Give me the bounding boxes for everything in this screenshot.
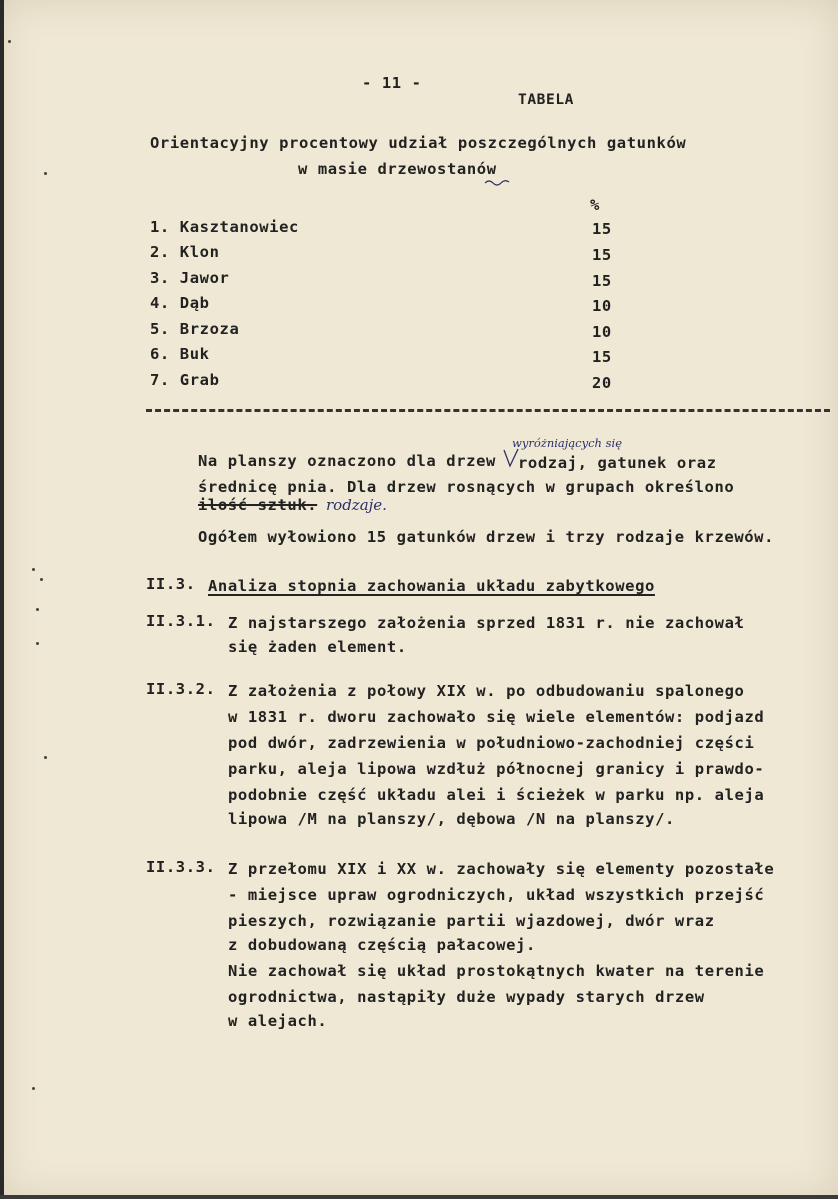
item-line: pieszych, rozwiązanie partii wjazdowej, dwór wraz	[228, 912, 715, 930]
paragraph-line: średnicę pnia. Dla drzew rosnących w grupach określono	[198, 478, 735, 496]
species-percent: 10	[592, 323, 612, 341]
margin-dot	[8, 40, 11, 43]
table-title-line1: Orientacyjny procentowy udział poszczególnych gatunków	[150, 134, 687, 152]
species-name: 6. Buk	[150, 345, 210, 363]
dashed-separator	[146, 409, 830, 412]
margin-dot	[44, 172, 47, 175]
item-line: w alejach.	[228, 1012, 328, 1030]
margin-dot	[40, 578, 43, 581]
margin-dot	[44, 756, 47, 759]
page-number: - 11 -	[362, 74, 422, 92]
handwritten-insert: wyróżniających się	[512, 436, 623, 450]
item-line: lipowa /M na planszy/, dębowa /N na planszy/.	[228, 810, 675, 828]
item-number: II.3.2.	[146, 680, 216, 698]
item-line: Z przełomu XIX i XX w. zachowały się elementy pozostałe	[228, 860, 775, 878]
species-name: 4. Dąb	[150, 294, 210, 312]
species-percent: 20	[592, 374, 612, 392]
species-name: 7. Grab	[150, 371, 220, 389]
struck-text: ilość sztuk.	[198, 496, 318, 514]
paragraph-line: Ogółem wyłowiono 15 gatunków drzew i trzy rodzaje krzewów.	[198, 528, 775, 546]
species-percent: 15	[592, 246, 612, 264]
item-line: Z najstarszego założenia sprzed 1831 r. nie zachował	[228, 614, 745, 632]
item-number: II.3.3.	[146, 858, 216, 876]
scan-edge	[0, 0, 4, 1199]
item-line: w 1831 r. dworu zachowało się wiele elementów: podjazd	[228, 708, 765, 726]
item-line: się żaden element.	[228, 638, 407, 656]
margin-dot	[32, 1087, 35, 1090]
item-line: - miejsce upraw ogrodniczych, układ wszystkich przejść	[228, 886, 765, 904]
item-line: Z założenia z połowy XIX w. po odbudowaniu spalonego	[228, 682, 745, 700]
margin-dot	[36, 642, 39, 645]
item-line: podobnie część układu alei i ścieżek w parku np. aleja	[228, 786, 765, 804]
species-name: 3. Jawor	[150, 269, 230, 287]
species-percent: 15	[592, 348, 612, 366]
item-line: z dobudowaną częścią pałacowej.	[228, 936, 536, 954]
table-title-line2: w masie drzewostanów	[298, 160, 497, 178]
scan-edge-bottom	[0, 1195, 838, 1199]
paragraph-line: rodzaj, gatunek oraz	[518, 454, 717, 472]
item-number: II.3.1.	[146, 612, 216, 630]
species-name: 1. Kasztanowiec	[150, 218, 299, 236]
item-line: pod dwór, zadrzewienia w południowo-zachodniej części	[228, 734, 755, 752]
margin-dot	[32, 568, 35, 571]
species-percent: 15	[592, 272, 612, 290]
species-percent: 15	[592, 220, 612, 238]
section-number: II.3.	[146, 575, 196, 593]
item-line: parku, aleja lipowa wzdłuż północnej granicy i prawdo-	[228, 760, 765, 778]
species-percent: 10	[592, 297, 612, 315]
species-name: 2. Klon	[150, 243, 220, 261]
paragraph-line: Na planszy oznaczono dla drzew	[198, 452, 496, 470]
handwritten-correction: rodzaje.	[326, 496, 387, 514]
margin-dot	[36, 608, 39, 611]
squiggle-mark	[484, 178, 510, 186]
percent-header: %	[590, 196, 600, 214]
item-line: ogrodnictwa, nastąpiły duże wypady starych drzew	[228, 988, 705, 1006]
table-label: TABELA	[518, 92, 574, 108]
section-title: Analiza stopnia zachowania układu zabytkowego	[208, 577, 655, 595]
species-name: 5. Brzoza	[150, 320, 240, 338]
item-line: Nie zachował się układ prostokątnych kwater na terenie	[228, 962, 765, 980]
